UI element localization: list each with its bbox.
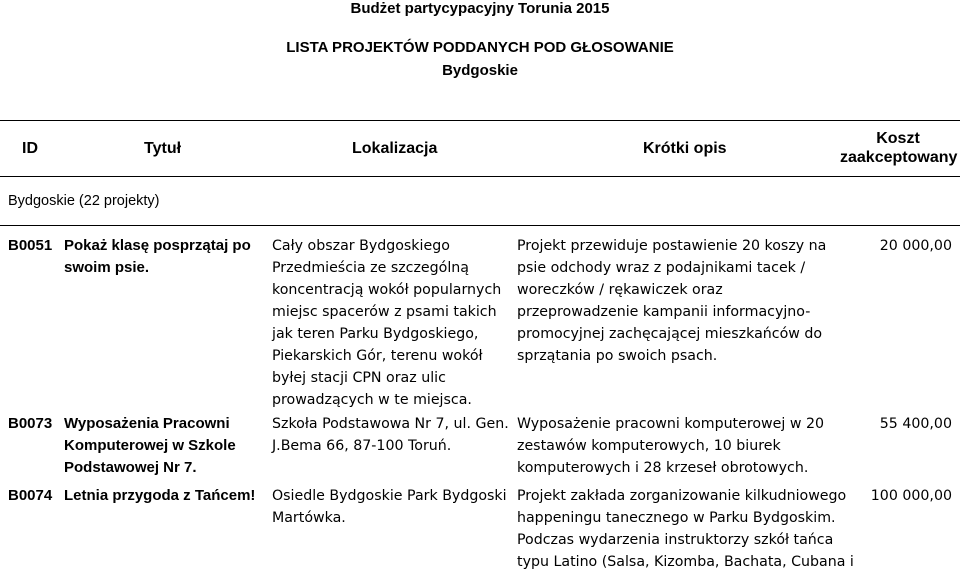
- row-description-line: przeprowadzenie kampanii informacyjno-: [517, 304, 811, 320]
- row-title: [64, 413, 264, 479]
- row-description-line: Wyposażenie pracowni komputerowej w 20: [517, 416, 825, 432]
- row-location-line: Cały obszar Bydgoskiego: [272, 238, 450, 254]
- row-title: [64, 485, 255, 507]
- row-title-line: Letnia przygoda z Tańcem!: [64, 487, 256, 504]
- row-location-line: Przedmieścia ze szczególną: [272, 260, 469, 276]
- row-location-line: J.Bema 66, 87-100 Toruń.: [272, 438, 452, 454]
- row-id: B0051: [8, 237, 53, 254]
- row-description-line: Podczas wydarzenia instruktorzy szkół tańca: [517, 532, 834, 548]
- row-location-line: koncentracją wokół popularnych: [272, 282, 502, 298]
- row-location-line: byłej stacji CPN oraz ulic: [272, 370, 446, 386]
- row-title-line: swoim psie.: [64, 259, 150, 276]
- column-header-id: ID: [22, 140, 38, 157]
- row-description-line: Projekt przewiduje postawienie 20 koszy na: [517, 238, 827, 254]
- row-description-line: woreczków / rękawiczek oraz: [517, 282, 723, 298]
- row-location-line: jak teren Parku Bydgoskiego,: [272, 326, 479, 342]
- row-title-line: Pokaż klasę posprzątaj po: [64, 237, 251, 254]
- row-cost: 20 000,00: [879, 238, 952, 254]
- row-description: [517, 413, 824, 479]
- row-description: [517, 235, 826, 367]
- row-location: [272, 235, 501, 411]
- row-title-line: Komputerowej w Szkole: [64, 437, 236, 454]
- district-heading: Bydgoskie: [442, 62, 518, 79]
- row-description-line: typu Latino (Salsa, Kizomba, Bachata, Cubana i: [517, 554, 854, 570]
- row-description-line: Projekt zakłada zorganizowanie kilkudniowego: [517, 488, 847, 504]
- column-header-cost-line2: zaakceptowany: [840, 149, 958, 166]
- column-header-description: Krótki opis: [643, 140, 727, 157]
- column-header-location: Lokalizacja: [352, 140, 438, 157]
- section-rule: [0, 225, 960, 226]
- row-description: [517, 485, 854, 573]
- section-label: Bydgoskie (22 projekty): [8, 193, 160, 209]
- row-description-line: komputerowych i 28 krzeseł obrotowych.: [517, 460, 809, 476]
- column-header-cost: [840, 129, 956, 167]
- row-cost: 100 000,00: [870, 488, 952, 504]
- row-id: B0074: [8, 487, 53, 504]
- row-title-line: Podstawowej Nr 7.: [64, 459, 197, 476]
- row-location-line: Martówka.: [272, 510, 346, 526]
- table-header-bottom-rule: [0, 176, 960, 177]
- row-description-line: zestawów komputerowych, 10 biurek: [517, 438, 781, 454]
- row-location-line: Piekarskich Gór, terenu wokół: [272, 348, 483, 364]
- row-id: B0073: [8, 415, 53, 432]
- row-location-line: miejsc spacerów z psami takich: [272, 304, 497, 320]
- row-cost: 55 400,00: [879, 416, 952, 432]
- row-location-line: prowadzących w te miejsca.: [272, 392, 472, 408]
- row-location-line: Szkoła Podstawowa Nr 7, ul. Gen.: [272, 416, 509, 432]
- document-subtitle: LISTA PROJEKTÓW PODDANYCH POD GŁOSOWANIE: [286, 39, 674, 56]
- row-title: [64, 235, 264, 279]
- row-location: [272, 485, 507, 529]
- row-location-line: Osiedle Bydgoskie Park Bydgoski: [272, 488, 507, 504]
- row-title-line: Wyposażenia Pracowni: [64, 415, 230, 432]
- column-header-cost-line1: Koszt: [876, 130, 920, 147]
- row-description-line: happeningu tanecznego w Parku Bydgoskim.: [517, 510, 836, 526]
- row-description-line: psie odchody wraz z podajnikami tacek /: [517, 260, 806, 276]
- column-header-title: Tytuł: [144, 140, 182, 157]
- row-description-line: sprzątania po swoich psach.: [517, 348, 718, 364]
- row-description-line: promocyjnej zachęcającej mieszkańców do: [517, 326, 823, 342]
- document-title: Budżet partycypacyjny Torunia 2015: [350, 0, 610, 17]
- row-location: [272, 413, 509, 457]
- table-header-top-rule: [0, 120, 960, 121]
